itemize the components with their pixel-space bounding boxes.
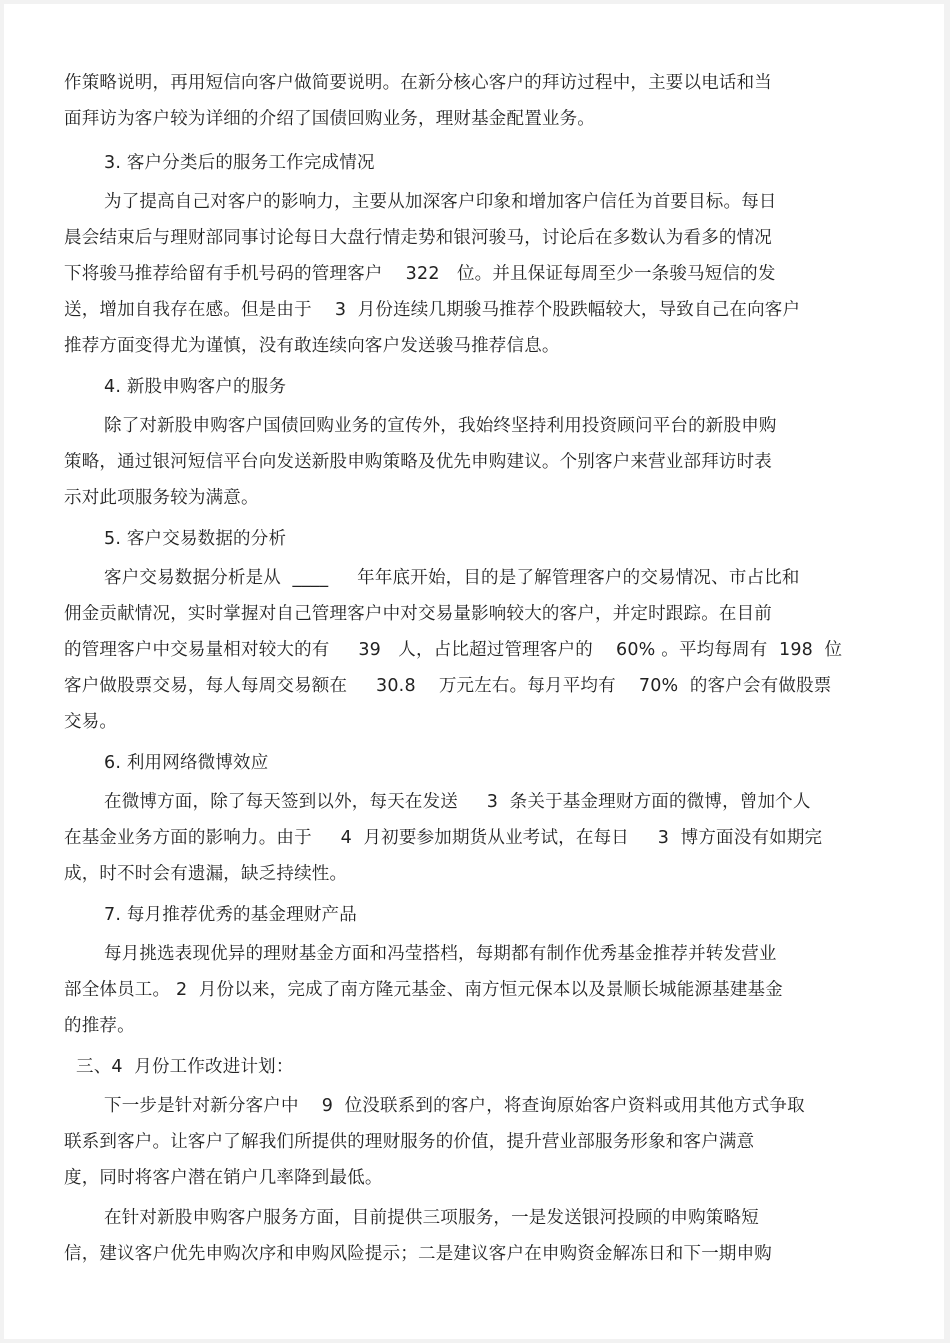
section-heading: 3. 客户分类后的服务工作完成情况 — [104, 153, 375, 173]
text-line: 在微博方面，除了每天签到以外，每天在发送 3 条关于基金理财方面的微博，曾加个人 — [104, 792, 811, 812]
text-line: 成，时不时会有遗漏，缺乏持续性。 — [64, 864, 348, 884]
text-line: 客户做股票交易，每人每周交易额在 30.8 万元左右。每月平均有 70% 的客户会有做股票 — [64, 676, 832, 696]
text-line: 度，同时将客户潜在销户几率降到最低。 — [64, 1168, 383, 1188]
section-heading: 6. 利用网络微博效应 — [104, 753, 269, 773]
text-line: 佣金贡献情况，实时掌握对自己管理客户中对交易量影响较大的客户，并定时跟踪。在目前 — [64, 604, 772, 624]
section-heading: 7. 每月推荐优秀的基金理财产品 — [104, 905, 357, 925]
text-line: 作策略说明，再用短信向客户做简要说明。在新分核心客户的拜访过程中，主要以电话和当 — [64, 73, 772, 93]
text-line: 晨会结束后与理财部同事讨论每日大盘行情走势和银河骏马，讨论后在多数认为看多的情况 — [64, 228, 772, 248]
section-heading: 4. 新股申购客户的服务 — [104, 377, 287, 397]
chapter-heading: 三、4 月份工作改进计划： — [76, 1057, 294, 1077]
text-line: 送，增加自我存在感。但是由于 3 月份连续几期骏马推荐个股跌幅较大，导致自己在向客户 — [64, 300, 801, 320]
text-line: 的推荐。 — [64, 1016, 135, 1036]
text-line: 为了提高自己对客户的影响力，主要从加深客户印象和增加客户信任为首要目标。每日 — [104, 192, 777, 212]
text-line: 客户交易数据分析是从 ____ 年年底开始，目的是了解管理客户的交易情况、市占比和 — [104, 568, 800, 588]
text-line: 下将骏马推荐给留有手机号码的管理客户 322 位。并且保证每周至少一条骏马短信的发 — [64, 264, 776, 284]
text-line: 除了对新股申购客户国债回购业务的宣传外，我始终坚持利用投资顾问平台的新股申购 — [104, 416, 777, 436]
text-line: 策略，通过银河短信平台向发送新股申购策略及优先申购建议。个别客户来营业部拜访时表 — [64, 452, 772, 472]
text-line: 联系到客户。让客户了解我们所提供的理财服务的价值，提升营业部服务形象和客户满意 — [64, 1132, 755, 1152]
text-line: 推荐方面变得尤为谨慎，没有敢连续向客户发送骏马推荐信息。 — [64, 336, 560, 356]
text-line: 示对此项服务较为满意。 — [64, 488, 259, 508]
document-page — [4, 4, 944, 1339]
text-line: 交易。 — [64, 712, 118, 732]
section-heading: 5. 客户交易数据的分析 — [104, 529, 287, 549]
text-line: 部全体员工。 2 月份以来，完成了南方隆元基金、南方恒元保本以及景顺长城能源基建基金 — [64, 980, 783, 1000]
text-line: 在针对新股申购客户服务方面，目前提供三项服务，一是发送银河投顾的申购策略短 — [104, 1208, 759, 1228]
text-line: 面拜访为客户较为详细的介绍了国债回购业务，理财基金配置业务。 — [64, 109, 595, 129]
text-line: 每月挑选表现优异的理财基金方面和冯莹搭档，每期都有制作优秀基金推荐并转发营业 — [104, 944, 777, 964]
text-line: 信，建议客户优先申购次序和申购风险提示；二是建议客户在申购资金解冻日和下一期申购 — [64, 1244, 772, 1264]
text-line: 的管理客户中交易量相对较大的有 39 人，占比超过管理客户的 60% 。平均每周有 198 位 — [64, 640, 843, 660]
text-line: 下一步是针对新分客户中 9 位没联系到的客户，将查询原始客户资料或用其他方式争取 — [104, 1096, 805, 1116]
text-line: 在基金业务方面的影响力。由于 4 月初要参加期货从业考试，在每日 3 博方面没有如期完 — [64, 828, 823, 848]
